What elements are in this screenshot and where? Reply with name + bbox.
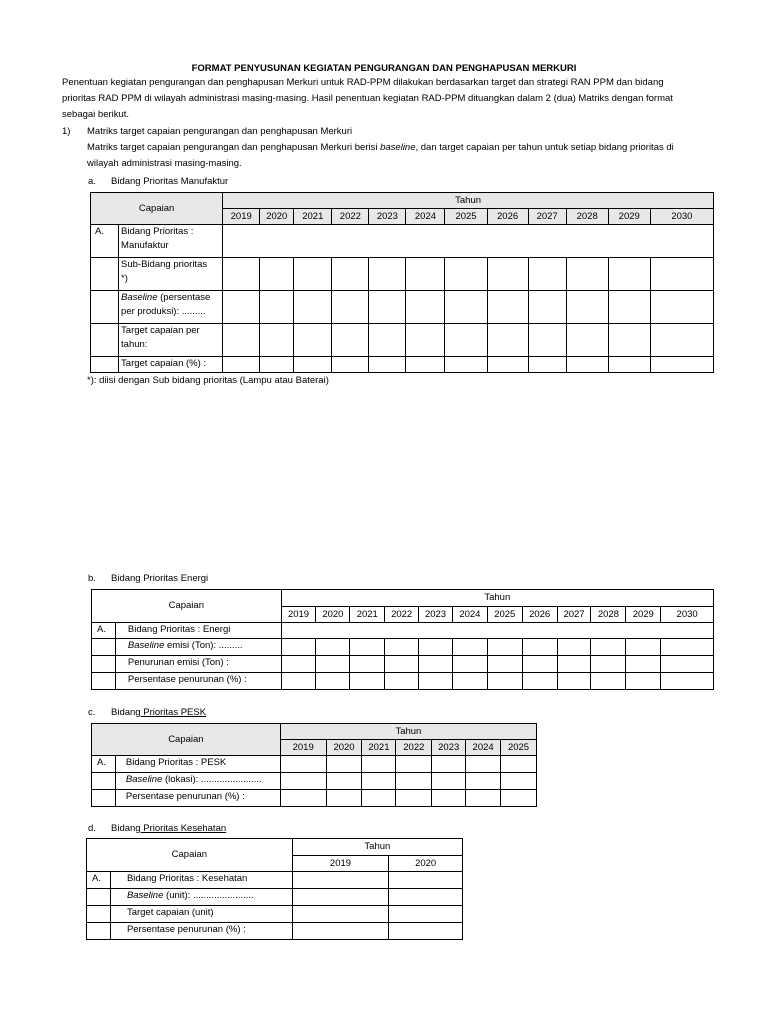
year-header: 2023	[369, 209, 406, 225]
data-cell[interactable]	[350, 656, 385, 673]
data-cell[interactable]	[389, 872, 463, 889]
data-cell[interactable]	[326, 756, 362, 773]
section-letter: a.	[88, 176, 96, 187]
data-cell[interactable]	[487, 258, 528, 291]
data-cell[interactable]	[223, 225, 714, 258]
data-cell[interactable]	[294, 258, 332, 291]
data-cell[interactable]	[385, 639, 419, 656]
data-cell[interactable]	[316, 639, 350, 656]
data-cell[interactable]	[591, 656, 626, 673]
data-cell[interactable]	[292, 923, 389, 940]
row-label: Baseline emisi (Ton): .........	[115, 639, 281, 656]
year-header: 2025	[445, 209, 487, 225]
data-cell[interactable]	[452, 656, 487, 673]
row-label: Bidang Prioritas : Kesehatan	[110, 872, 292, 889]
data-cell[interactable]	[260, 357, 294, 373]
year-header: 2020	[389, 856, 463, 872]
data-cell[interactable]	[528, 291, 566, 324]
desc-text: Matriks target capaian pengurangan dan penghapusan Merkuri berisi	[87, 142, 381, 153]
section-label-pesk: Bidang Prioritas PESK	[111, 707, 207, 718]
row-label: Target capaian per tahun:	[119, 324, 223, 357]
tahun-header: Tahun	[280, 724, 536, 740]
year-header: 2019	[280, 740, 326, 756]
section-label-energi: Bidang Prioritas Energi	[111, 573, 209, 584]
data-cell[interactable]	[466, 773, 501, 790]
table-pesk	[91, 723, 537, 807]
data-cell[interactable]	[487, 656, 522, 673]
data-cell[interactable]	[557, 656, 591, 673]
data-cell[interactable]	[466, 790, 501, 807]
data-cell[interactable]	[406, 258, 445, 291]
data-cell[interactable]	[445, 357, 487, 373]
desc-italic: baseline	[380, 142, 416, 153]
row-label: Penurunan emisi (Ton) :	[115, 656, 281, 673]
year-header: 2026	[522, 607, 557, 623]
tahun-header: Tahun	[281, 590, 713, 607]
data-cell[interactable]	[501, 790, 537, 807]
row-label: Persentase penurunan (%) :	[115, 673, 281, 690]
data-cell[interactable]	[350, 639, 385, 656]
data-cell[interactable]	[292, 889, 389, 906]
data-cell[interactable]	[260, 291, 294, 324]
year-header: 2029	[626, 607, 661, 623]
year-header: 2023	[432, 740, 466, 756]
row-letter: A.	[91, 225, 119, 258]
year-header: 2022	[332, 209, 369, 225]
data-cell[interactable]	[280, 773, 326, 790]
data-cell[interactable]	[332, 324, 369, 357]
row-label: Target capaian (%) :	[119, 357, 223, 373]
year-header: 2029	[608, 209, 650, 225]
data-cell[interactable]	[406, 324, 445, 357]
data-cell[interactable]	[452, 639, 487, 656]
data-cell[interactable]	[626, 656, 661, 673]
row-label: Target capaian (unit)	[110, 906, 292, 923]
data-cell[interactable]	[487, 324, 528, 357]
row-label: Baseline (lokasi): .......................	[115, 773, 280, 790]
tahun-header: Tahun	[292, 839, 462, 856]
year-header: 2021	[294, 209, 332, 225]
tahun-header: Tahun	[223, 193, 714, 209]
data-cell[interactable]	[292, 872, 389, 889]
data-cell[interactable]	[591, 639, 626, 656]
data-cell[interactable]	[223, 357, 260, 373]
data-cell[interactable]	[445, 291, 487, 324]
year-header: 2019	[281, 607, 316, 623]
year-header: 2027	[557, 607, 591, 623]
data-cell[interactable]	[650, 324, 713, 357]
year-header: 2024	[452, 607, 487, 623]
data-cell[interactable]	[566, 357, 608, 373]
data-cell[interactable]	[389, 906, 463, 923]
row-letter: A.	[92, 623, 116, 639]
section-letter: b.	[88, 573, 96, 584]
data-cell[interactable]	[406, 291, 445, 324]
data-cell[interactable]	[326, 773, 362, 790]
data-cell[interactable]	[292, 906, 389, 923]
year-header: 2020	[326, 740, 362, 756]
desc-text: , dan target capaian per tahun untuk setiap bidang prioritas di	[415, 142, 674, 153]
data-cell[interactable]	[385, 673, 419, 690]
row-label: Persentase penurunan (%) :	[115, 790, 280, 807]
row-label: Bidang Prioritas : Energi	[115, 623, 281, 639]
data-cell[interactable]	[466, 756, 501, 773]
year-header: 2025	[487, 607, 522, 623]
data-cell[interactable]	[362, 790, 396, 807]
data-cell[interactable]	[350, 673, 385, 690]
data-cell[interactable]	[281, 639, 316, 656]
row-label: Persentase penurunan (%) :	[110, 923, 292, 940]
year-header: 2030	[650, 209, 713, 225]
data-cell[interactable]	[528, 324, 566, 357]
data-cell[interactable]	[369, 324, 406, 357]
data-cell[interactable]	[566, 258, 608, 291]
data-cell[interactable]	[280, 756, 326, 773]
data-cell[interactable]	[661, 673, 714, 690]
item-description	[87, 140, 674, 172]
intro-line: sebagai berikut.	[62, 109, 130, 120]
section-letter: c.	[88, 707, 96, 718]
section-label-manufaktur: Bidang Prioritas Manufaktur	[111, 176, 229, 187]
year-header: 2026	[487, 209, 528, 225]
capaian-header: Capaian	[92, 724, 281, 756]
data-cell[interactable]	[369, 291, 406, 324]
data-cell[interactable]	[487, 673, 522, 690]
data-cell[interactable]	[281, 673, 316, 690]
data-cell[interactable]	[452, 673, 487, 690]
data-cell[interactable]	[566, 324, 608, 357]
row-label: Sub-Bidang prioritas *)	[119, 258, 223, 291]
data-cell[interactable]	[522, 656, 557, 673]
data-cell[interactable]	[223, 258, 260, 291]
row-label: Bidang Prioritas : Manufaktur	[119, 225, 223, 258]
data-cell[interactable]	[369, 258, 406, 291]
data-cell[interactable]	[294, 324, 332, 357]
data-cell[interactable]	[566, 291, 608, 324]
data-cell[interactable]	[294, 291, 332, 324]
row-label: Bidang Prioritas : PESK	[115, 756, 280, 773]
capaian-header: Capaian	[92, 590, 282, 623]
data-cell[interactable]	[626, 639, 661, 656]
data-cell[interactable]	[432, 756, 466, 773]
data-cell[interactable]	[362, 773, 396, 790]
data-cell[interactable]	[396, 773, 432, 790]
data-cell[interactable]	[260, 324, 294, 357]
data-cell[interactable]	[501, 756, 537, 773]
data-cell[interactable]	[557, 673, 591, 690]
data-cell[interactable]	[501, 773, 537, 790]
data-cell[interactable]	[591, 673, 626, 690]
intro-paragraph	[62, 75, 673, 123]
data-cell[interactable]	[419, 639, 453, 656]
desc-line: wilayah administrasi masing-masing.	[87, 158, 242, 169]
data-cell[interactable]	[608, 357, 650, 373]
data-cell[interactable]	[294, 357, 332, 373]
data-cell[interactable]	[316, 656, 350, 673]
data-cell[interactable]	[608, 324, 650, 357]
data-cell[interactable]	[661, 656, 714, 673]
section-label-kesehatan: Bidang Prioritas Kesehatan	[111, 823, 227, 834]
data-cell[interactable]	[650, 291, 713, 324]
row-label: Baseline (unit): .......................	[110, 889, 292, 906]
data-cell[interactable]	[608, 258, 650, 291]
year-header: 2024	[406, 209, 445, 225]
row-label: Baseline (persentase per produksi): .........	[119, 291, 223, 324]
capaian-header: Capaian	[91, 193, 223, 225]
data-cell[interactable]	[332, 258, 369, 291]
year-header: 2021	[362, 740, 396, 756]
data-cell[interactable]	[650, 357, 713, 373]
data-cell[interactable]	[389, 923, 463, 940]
data-cell[interactable]	[661, 639, 714, 656]
year-header: 2023	[419, 607, 453, 623]
data-cell[interactable]	[432, 773, 466, 790]
year-header: 2021	[350, 607, 385, 623]
data-cell[interactable]	[362, 756, 396, 773]
year-header: 2030	[661, 607, 714, 623]
data-cell[interactable]	[445, 258, 487, 291]
year-header: 2027	[528, 209, 566, 225]
page-title: FORMAT PENYUSUNAN KEGIATAN PENGURANGAN DAN PENGHAPUSAN MERKURI	[191, 63, 577, 74]
year-header: 2028	[566, 209, 608, 225]
item-heading: Matriks target capaian pengurangan dan penghapusan Merkuri	[87, 126, 353, 137]
year-header: 2022	[396, 740, 432, 756]
data-cell[interactable]	[223, 291, 260, 324]
table-kesehatan	[86, 838, 463, 940]
data-cell[interactable]	[419, 673, 453, 690]
data-cell[interactable]	[432, 790, 466, 807]
table-energi	[91, 589, 714, 690]
intro-line: Penentuan kegiatan pengurangan dan penghapusan Merkuri untuk RAD-PPM dilakukan berdasarkan target dan strategi RAN PPM dan bidang	[62, 77, 664, 88]
data-cell[interactable]	[385, 656, 419, 673]
item-number: 1)	[62, 126, 71, 137]
data-cell[interactable]	[260, 258, 294, 291]
data-cell[interactable]	[419, 656, 453, 673]
data-cell[interactable]	[326, 790, 362, 807]
data-cell[interactable]	[626, 673, 661, 690]
data-cell[interactable]	[528, 258, 566, 291]
data-cell[interactable]	[396, 790, 432, 807]
data-cell[interactable]	[608, 291, 650, 324]
row-letter: A.	[87, 872, 111, 889]
data-cell[interactable]	[406, 357, 445, 373]
footnote: *): diisi dengan Sub bidang prioritas (Lampu atau Baterai)	[87, 375, 329, 386]
data-cell[interactable]	[316, 673, 350, 690]
data-cell[interactable]	[487, 291, 528, 324]
year-header: 2028	[591, 607, 626, 623]
data-cell[interactable]	[557, 639, 591, 656]
data-cell[interactable]	[223, 324, 260, 357]
year-header: 2019	[292, 856, 389, 872]
data-cell[interactable]	[522, 673, 557, 690]
data-cell[interactable]	[528, 357, 566, 373]
data-cell[interactable]	[280, 790, 326, 807]
data-cell[interactable]	[487, 639, 522, 656]
capaian-header: Capaian	[87, 839, 293, 872]
data-cell[interactable]	[650, 258, 713, 291]
data-cell[interactable]	[389, 889, 463, 906]
intro-line: prioritas RAD PPM di wilayah administrasi masing-masing. Hasil penentuan kegiatan RAD-PPM dituangkan dalam 2 (dua) Matriks dengan format	[62, 93, 673, 104]
year-header: 2020	[260, 209, 294, 225]
data-cell[interactable]	[369, 357, 406, 373]
row-letter: A.	[92, 756, 116, 773]
data-cell[interactable]	[281, 656, 316, 673]
data-cell[interactable]	[522, 639, 557, 656]
data-cell[interactable]	[396, 756, 432, 773]
year-header: 2025	[501, 740, 537, 756]
year-header: 2020	[316, 607, 350, 623]
table-manufaktur	[90, 192, 714, 373]
section-letter: d.	[88, 823, 96, 834]
year-header: 2022	[385, 607, 419, 623]
year-header: 2019	[223, 209, 260, 225]
data-cell[interactable]	[445, 324, 487, 357]
data-cell[interactable]	[332, 357, 369, 373]
data-cell[interactable]	[487, 357, 528, 373]
year-header: 2024	[466, 740, 501, 756]
data-cell[interactable]	[332, 291, 369, 324]
data-cell[interactable]	[281, 623, 713, 639]
